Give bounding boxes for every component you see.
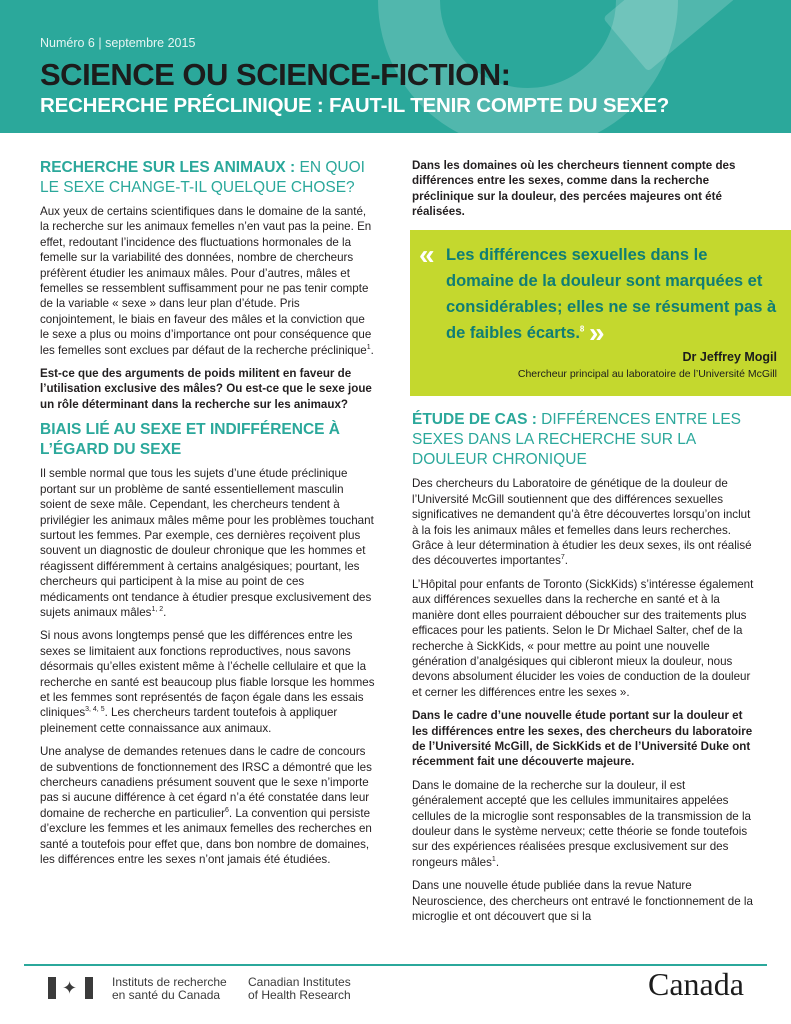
quote-open-icon: « bbox=[419, 238, 435, 270]
maple-leaf-icon: ✦ bbox=[62, 978, 78, 998]
page-subtitle: RECHERCHE PRÉCLINIQUE : FAUT-IL TENIR COMPTE DU SEXE? bbox=[40, 94, 670, 117]
pull-quote bbox=[410, 230, 791, 397]
right-column bbox=[412, 158, 777, 932]
quote-role: Chercheur principal au laboratoire de l’Université McGill bbox=[517, 368, 777, 381]
paragraph: Il semble normal que tous les sujets d’une étude préclinique portant sur un problème de santé essentiellement masculin soient de sexe mâle. Cependant, les chercheurs tendent à privilégier les animaux mâles même pour les problèmes touchant surtout les femmes. Par exemple, ces dernières reçoivent plus souvent un diagnostic de douleur chronique que les hommes et réagissent différemment à certains analgésiques; pourtant, les chercheurs qui participent à la mise au point de ces médicaments ont tendance à étudier presque exclusivement des sujets animaux mâles$^{1, 2}$. bbox=[40, 467, 374, 619]
org-name-fr: Instituts de recherche en santé du Canada bbox=[112, 975, 227, 1002]
section-heading-bias: BIAIS LIÉ AU SEXE ET INDIFFÉRENCE À L’ÉGARD DU SEXE bbox=[40, 421, 340, 459]
quote-close-icon: » bbox=[588, 316, 605, 348]
canada-flag-icon bbox=[48, 977, 93, 999]
section-heading-animals: RECHERCHE SUR LES ANIMAUX : EN QUOI LE SEXE CHANGE-T-IL QUELQUE CHOSE? bbox=[40, 159, 365, 196]
left-column bbox=[40, 158, 375, 875]
paragraph: Une analyse de demandes retenues dans le cadre de concours de subventions de fonctionnement des IRSC a démontré que les chercheurs canadiens présument souvent que le sexe n’importe pas si aucune différence à cet égard n’a été constatée dans leur domaine de recherche en particulier$^6$. La convention qui persiste d’exclure les femmes et les animaux femelles des recherches en santé a toutefois pour effet que, dans bon nombre de domaines, les différences entre les sexes n’ont jamais été étudiées. bbox=[40, 745, 372, 867]
paragraph: Des chercheurs du Laboratoire de génétique de la douleur de l’Université McGill soutiennent que des différences sexuelles significatives ne demandent qu’à être découvertes lorsqu’on inclut à la fois les animaux mâles et femelles dans leurs recherches. Grâce à leur détermination à étudier les deux sexes, ils ont réalisé des découvertes importantes$^7$. bbox=[412, 477, 752, 568]
org-name-en: Canadian Institutes of Health Research bbox=[248, 975, 351, 1002]
quote-text: Les différences sexuelles dans le domaine de la douleur sont marquées et considérables; elles ne se résument pas à de faibles écarts.$^8$ » bbox=[446, 245, 777, 348]
section-heading-case-study: ÉTUDE DE CAS : DIFFÉRENCES ENTRE LES SEXES DANS LA RECHERCHE SUR LA DOULEUR CHRONIQUE bbox=[412, 411, 741, 469]
paragraph: Dans une nouvelle étude publiée dans la revue Nature Neuroscience, des chercheurs ont entravé le fonctionnement de la microglie et ont découvert que si la bbox=[412, 879, 753, 923]
paragraph-bold: Est-ce que des arguments de poids militent en faveur de l’utilisation exclusive des mâles? Ou est-ce que le sexe joue un rôle déterminant dans la recherche sur les animaux? bbox=[40, 367, 372, 411]
flag-bar-right bbox=[85, 977, 93, 999]
page-title: SCIENCE OU SCIENCE-FICTION: bbox=[40, 57, 511, 92]
paragraph: Aux yeux de certains scientifiques dans le domaine de la santé, la recherche sur les animaux femelles n’en vaut pas la peine. En effet, redoutant l’incidence des fluctuations hormonales de la femelle sur la variabilité des données, nombre de chercheurs préfèrent étudier les animaux mâles. Pour d’autres, mâles et femelles se ressemblent suffisamment pour ne pas tenir compte de la variable « sexe » dans leur plan d’étude. Pris conjointement, le biais en faveur des mâles et la conviction que le sexe a plus ou moins d’importance ont pour conséquence que les femelles sont exclues par défaut de la recherche préclinique$^1$. bbox=[40, 205, 374, 357]
canada-wordmark: Canada bbox=[648, 966, 744, 1002]
intro-paragraph: Dans les domaines où les chercheurs tiennent compte des différences entre les sexes, comme dans la recherche préclinique sur la douleur, des percées majeures ont été réalisées. bbox=[412, 159, 736, 219]
quote-author: Dr Jeffrey Mogil bbox=[682, 349, 777, 364]
header-banner bbox=[0, 0, 791, 133]
paragraph: Dans le domaine de la recherche sur la douleur, il est généralement accepté que les cellules immunitaires appelées cellules de la microglie sont responsables de la transmission de la douleur dans le système nerveux; cette théorie se fonde toutefois sur des expériences réalisées presque exclusivement sur des rongeurs mâles$^1$. bbox=[412, 778, 751, 869]
paragraph: L’Hôpital pour enfants de Toronto (SickKids) s’intéresse également aux différences sexuelles dans la recherche en santé et à la manière dont elles pourraient déboucher sur des traitements plus efficaces pour les patients. Selon le Dr Michael Salter, chef de la recherche à SickKids, « pour mettre au point une nouvelle génération d’analgésiques qui cibleront mieux la douleur, nous devons absolument élucider les voies de conduction de la douleur et cerner les différences entre les sexes ». bbox=[412, 577, 754, 699]
paragraph: Si nous avons longtemps pensé que les différences entre les sexes se limitaient aux fonctions reproductives, nous savons désormais qu’elles existent même à l’échelle cellulaire et que la recherche en santé est beaucoup plus fiable lorsque les hommes et les femmes sont représentés de façon égale dans les essais cliniques$^{3, 4, 5}$. Les chercheurs tardent toutefois à appliquer pleinement cette connaissance aux animaux. bbox=[40, 629, 375, 735]
paragraph-bold: Dans le cadre d’une nouvelle étude portant sur la douleur et les différences entre les sexes, des chercheurs du laboratoire de l’Université McGill, de SickKids et de l’Université Duke ont récemment fait une découverte majeure. bbox=[412, 709, 753, 769]
flag-bar-left bbox=[48, 977, 56, 999]
issue-label: Numéro 6 | septembre 2015 bbox=[40, 36, 196, 50]
